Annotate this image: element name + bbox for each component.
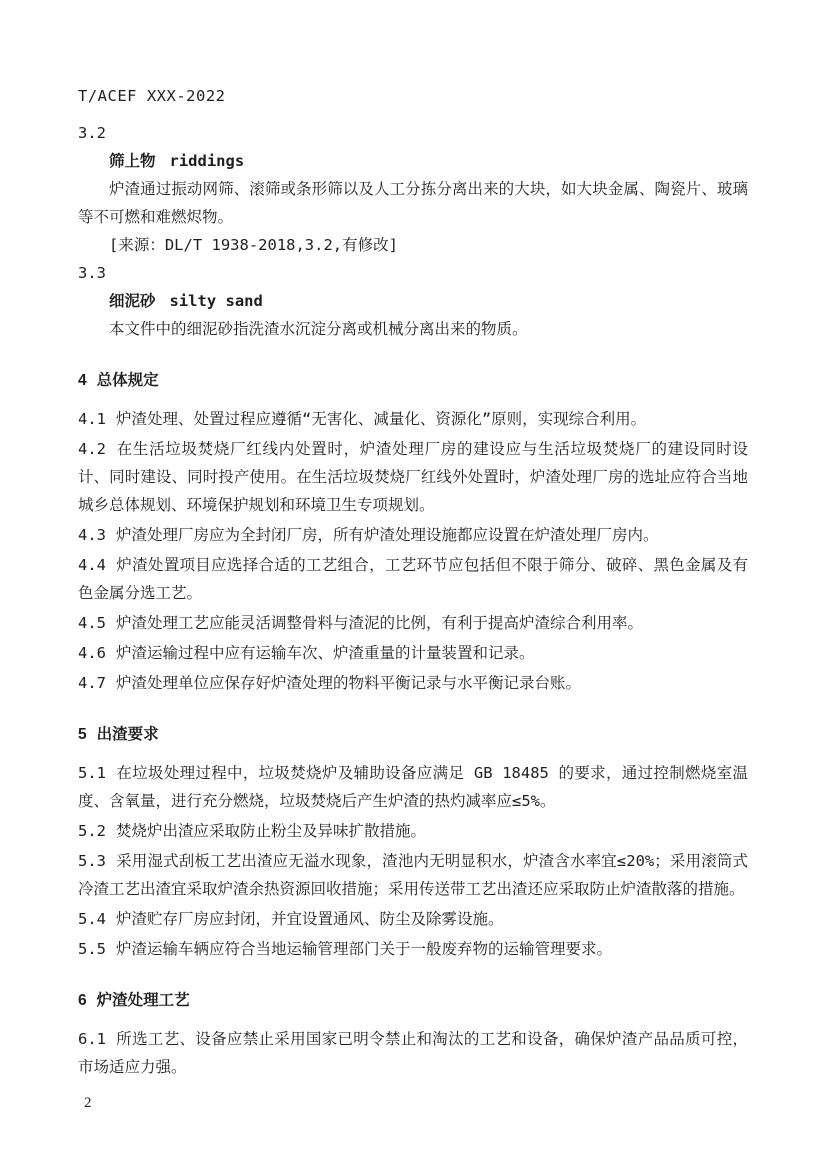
clause-text: 在垃圾处理过程中，垃圾焚烧炉及辅助设备应满足 GB 18485 的要求，通过控制燃烧室温度、含氧量，进行充分燃烧，垃圾焚烧后产生炉渣的热灼减率应≤5%。 (78, 764, 748, 810)
clause-number: 4.5 (78, 614, 106, 632)
term-number: 3.2 (78, 124, 106, 142)
section-6-slag-treatment-process (78, 987, 748, 1081)
clause-number: 4.7 (78, 674, 106, 692)
clause-number: 5.2 (78, 822, 106, 840)
term-entry-3-3 (78, 259, 748, 343)
clause-number: 4.3 (78, 526, 106, 544)
clause-text: 炉渣贮存厂房应封闭，并宜设置通风、防尘及除雾设施。 (116, 910, 504, 928)
clause-4-3 (78, 521, 748, 549)
clause-text: 炉渣运输车辆应符合当地运输管理部门关于一般废弃物的运输管理要求。 (116, 940, 613, 958)
clause-4-4 (78, 551, 748, 607)
section-heading (78, 987, 748, 1015)
clause-4-7 (78, 669, 748, 697)
clause-4-5 (78, 609, 748, 637)
section-4-general-provisions (78, 367, 748, 697)
section-number: 4 (78, 372, 87, 389)
section-title: 出渣要求 (96, 726, 159, 743)
clause-number: 6.1 (78, 1030, 106, 1048)
term-definition: 炉渣通过振动网筛、滚筛或条形筛以及人工分拣分离出来的大块，如大块金属、陶瓷片、玻璃等不可燃和难燃烬物。 (78, 180, 748, 226)
section-heading (78, 367, 748, 395)
clause-text: 炉渣运输过程中应有运输车次、炉渣重量的计量装置和记录。 (116, 644, 535, 662)
clause-number: 5.1 (78, 764, 106, 782)
clause-text: 炉渣处理工艺应能灵活调整骨料与渣泥的比例，有利于提高炉渣综合利用率。 (116, 614, 644, 632)
term-en: riddings (169, 152, 245, 170)
clause-number: 4.1 (78, 410, 106, 428)
section-title: 总体规定 (96, 372, 159, 389)
term-zh: 筛上物 (109, 152, 156, 170)
term-zh: 细泥砂 (109, 292, 156, 310)
clause-text: 炉渣处理、处置过程应遵循“无害化、减量化、资源化”原则，实现综合利用。 (116, 410, 647, 428)
term-entry-3-2 (78, 119, 748, 259)
term-number: 3.3 (78, 264, 106, 282)
section-number: 5 (78, 726, 87, 743)
clause-text: 在生活垃圾焚烧厂红线内处置时，炉渣处理厂房的建设应与生活垃圾焚烧厂的建设同时设计、同时建设、同时投产使用。在生活垃圾焚烧厂红线外处置时，炉渣处理厂房的选址应符合当地城乡总体规划、环境保护规划和环境卫生专项规划。 (78, 440, 748, 514)
clause-text: 采用湿式刮板工艺出渣应无溢水现象，渣池内无明显积水，炉渣含水率宜≤20%；采用滚筒式冷渣工艺出渣宜采取炉渣余热资源回收措施；采用传送带工艺出渣还应采取防止炉渣散落的措施。 (78, 852, 748, 898)
section-5-slag-discharge-requirements (78, 721, 748, 963)
clause-5-5 (78, 935, 748, 963)
clause-text: 炉渣处置项目应选择合适的工艺组合，工艺环节应包括但不限于筛分、破碎、黑色金属及有色金属分选工艺。 (78, 556, 748, 602)
term-title (78, 147, 748, 175)
section-number: 6 (78, 992, 87, 1009)
clause-number: 4.2 (78, 440, 106, 458)
clause-number: 5.3 (78, 852, 106, 870)
term-title (78, 287, 748, 315)
document-designation: T/ACEF XXX-2022 (78, 87, 226, 105)
term-definition: 本文件中的细泥砂指洗渣水沉淀分离或机械分离出来的物质。 (109, 320, 528, 338)
clause-4-6 (78, 639, 748, 667)
clause-4-2 (78, 435, 748, 519)
section-title: 炉渣处理工艺 (96, 992, 190, 1009)
clause-number: 5.4 (78, 910, 106, 928)
clause-text: 焚烧炉出渣应采取防止粉尘及异味扩散措施。 (116, 822, 427, 840)
section-heading (78, 721, 748, 749)
clause-4-1 (78, 405, 748, 433)
clause-5-3 (78, 847, 748, 903)
term-en: silty sand (169, 292, 263, 310)
clause-text: 炉渣处理厂房应为全封闭厂房，所有炉渣处理设施都应设置在炉渣处理厂房内。 (116, 526, 659, 544)
page-number: 2 (84, 1095, 92, 1111)
clause-number: 4.4 (78, 556, 106, 574)
clause-text: 所选工艺、设备应禁止采用国家已明令禁止和淘汰的工艺和设备，确保炉渣产品品质可控，市场适应力强。 (78, 1030, 748, 1076)
clause-5-4 (78, 905, 748, 933)
clause-text: 炉渣处理单位应保存好炉渣处理的物料平衡记录与水平衡记录台账。 (116, 674, 582, 692)
clause-6-1 (78, 1025, 748, 1081)
clause-number: 4.6 (78, 644, 106, 662)
clause-number: 5.5 (78, 940, 106, 958)
clause-5-1 (78, 759, 748, 815)
term-source-note: [来源：DL/T 1938-2018,3.2,有修改] (109, 236, 398, 254)
clause-5-2 (78, 817, 748, 845)
